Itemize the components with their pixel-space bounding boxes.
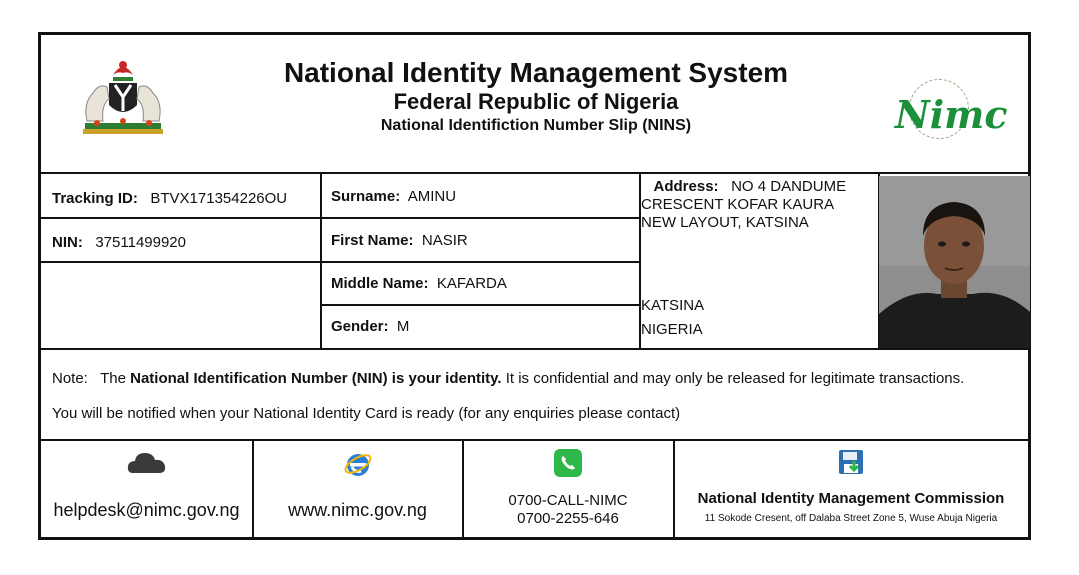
footer-phone-1[interactable]: 0700-CALL-NIMC	[508, 492, 628, 509]
footer-org-cell	[674, 441, 1028, 537]
nimc-logo	[883, 75, 1008, 145]
footer-website-cell	[253, 441, 462, 537]
internet-explorer-icon	[343, 449, 373, 479]
address: Address: NO 4 DANDUME CRESCENT KOFAR KAURA NEW LAYOUT, KATSINA	[641, 178, 847, 231]
note-line-1: Note: The National Identification Number (NIN) is your identity. It is confidential and may only be released for legitimate transactions.	[52, 370, 965, 387]
person-photo-icon	[879, 176, 1030, 348]
footer-email[interactable]: helpdesk@nimc.gov.ng	[53, 500, 240, 520]
address-country: NIGERIA	[641, 321, 703, 338]
footer-org-address: 11 Sokode Cresent, off Dalaba Street Zone 5, Wuse Abuja Nigeria	[704, 513, 998, 524]
first-name: First Name: NASIR	[331, 232, 468, 249]
save-download-icon	[838, 449, 864, 475]
footer-phone-cell	[463, 441, 673, 537]
surname: Surname: AMINU	[331, 188, 457, 205]
nin-slip	[38, 32, 1031, 540]
slip-header	[41, 35, 1028, 174]
gender-value: M	[396, 318, 410, 335]
personal-info-grid	[41, 174, 1028, 348]
middle-name-value: KAFARDA	[436, 275, 507, 292]
phone-icon	[554, 449, 582, 477]
gender: Gender: M	[331, 318, 410, 335]
coat-of-arms-icon	[73, 53, 173, 137]
footer-website[interactable]: www.nimc.gov.ng	[288, 500, 427, 520]
contact-footer	[41, 441, 1028, 537]
note-line-2: You will be notified when your National Identity Card is ready (for any enquiries please contact)	[52, 405, 681, 422]
header-titles	[191, 57, 881, 137]
footer-phone-2[interactable]: 0700-2255-646	[517, 510, 619, 527]
logo-text: Nimc	[895, 92, 1008, 137]
address-state: KATSINA	[641, 297, 705, 314]
tracking-id-value: BTVX171354226OU	[150, 190, 288, 207]
note-section	[41, 348, 1028, 441]
first-name-value: NASIR	[421, 232, 468, 249]
cloud-icon	[127, 449, 167, 475]
page-title: National Identity Management System	[283, 57, 789, 88]
middle-name: Middle Name: KAFARDA	[331, 275, 507, 292]
nin-value: 37511499920	[95, 234, 186, 251]
tracking-id: Tracking ID: BTVX171354226OU	[52, 190, 288, 207]
passport-photo	[879, 176, 1030, 348]
footer-email-cell	[41, 441, 252, 537]
surname-value: AMINU	[407, 188, 457, 205]
nin: NIN: 37511499920	[52, 234, 186, 251]
footer-org-name: National Identity Management Commission	[697, 490, 1005, 507]
page-subtitle: Federal Republic of Nigeria	[393, 89, 679, 114]
slip-title: National Identifiction Number Slip (NINS)	[380, 117, 692, 134]
